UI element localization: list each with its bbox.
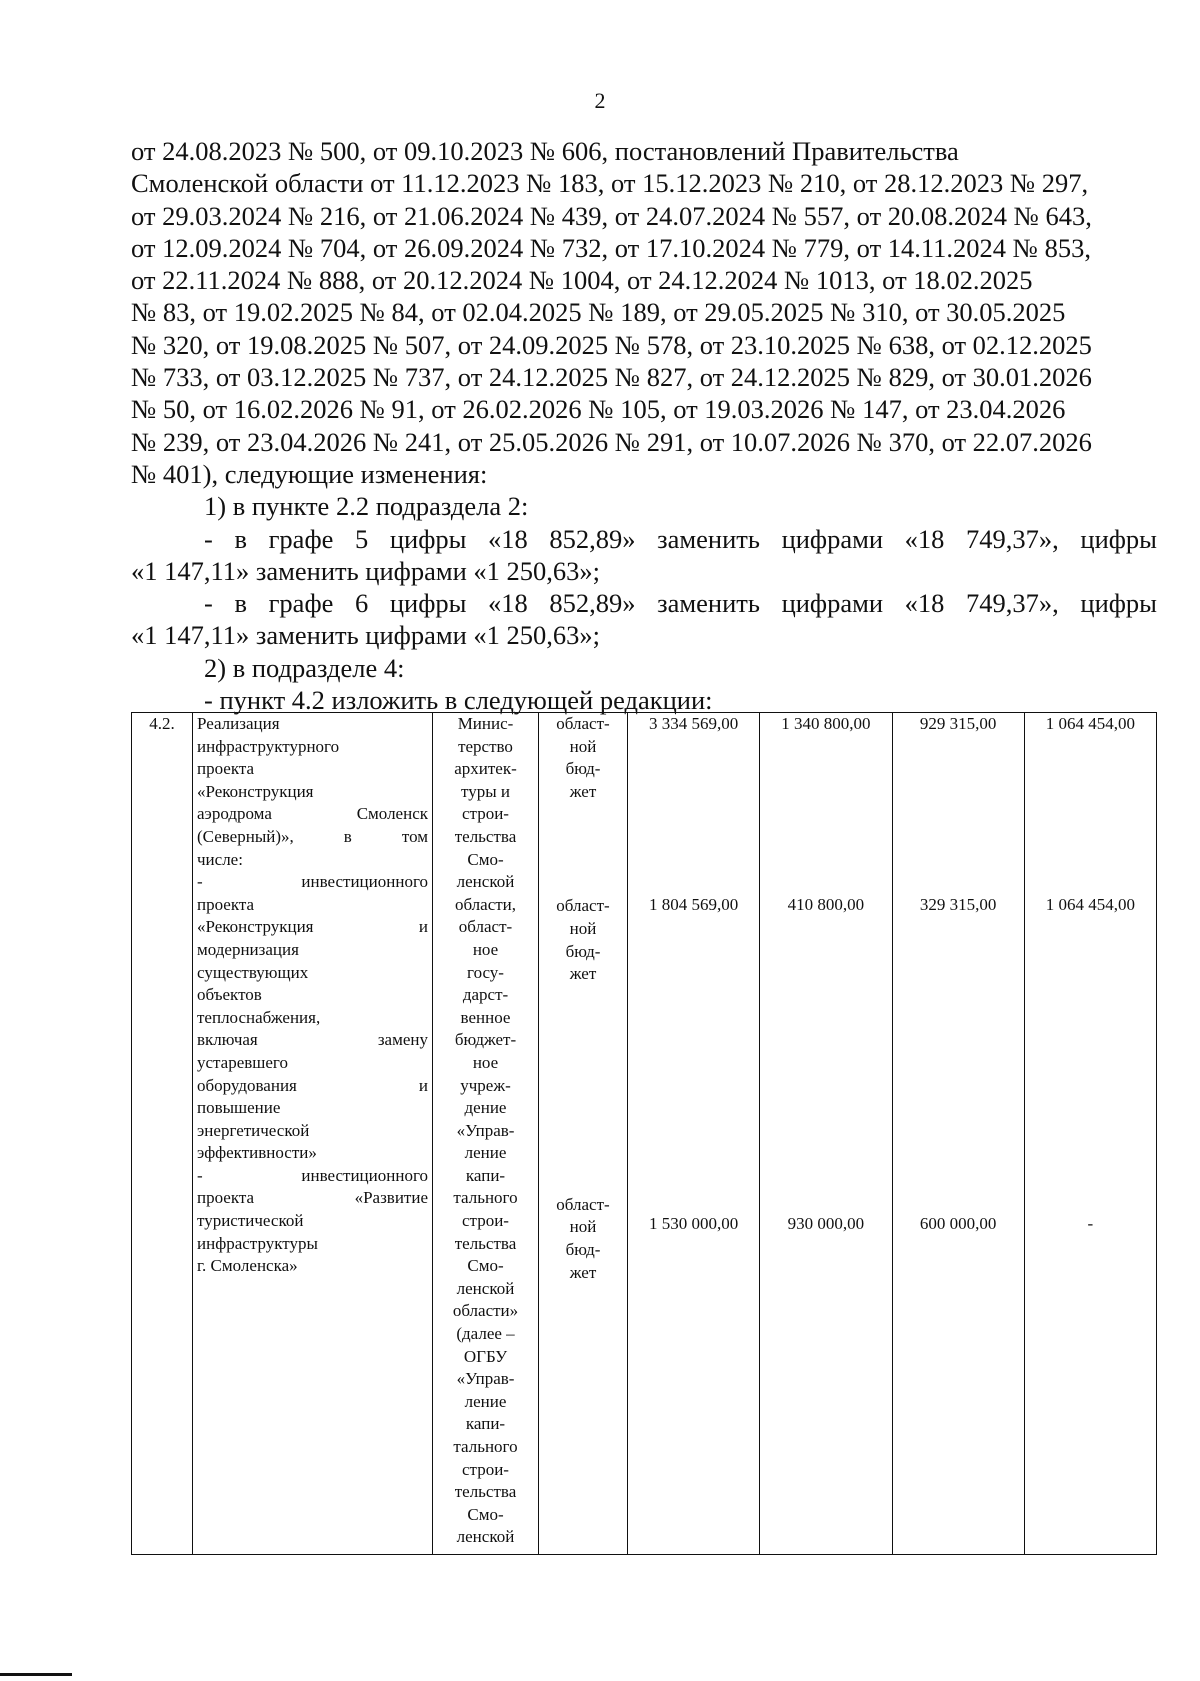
item-number-cell bbox=[132, 713, 193, 1555]
executor-line: (далее – bbox=[456, 1324, 515, 1344]
spacer bbox=[540, 803, 626, 895]
year3-cell bbox=[1024, 713, 1156, 1555]
executor-line: тального bbox=[453, 1188, 518, 1208]
name-line: объектов bbox=[197, 985, 262, 1005]
item2-sub1: - пункт 4.2 изложить в следующей редакции: bbox=[204, 685, 713, 716]
executor-line: ОГБУ bbox=[463, 1346, 508, 1366]
source-line: ной bbox=[569, 1217, 597, 1237]
item1-heading: 1) в пункте 2.2 подраздела 2: bbox=[204, 491, 529, 522]
executor-line: капи- bbox=[465, 1165, 506, 1185]
funding-source-cell bbox=[539, 713, 628, 1555]
name-line: Реализация bbox=[197, 714, 280, 733]
executor-line: ленской bbox=[456, 1278, 515, 1298]
executor-line: дение bbox=[464, 1098, 507, 1118]
page-number: 2 bbox=[594, 88, 606, 113]
executor-line: Смо- bbox=[467, 849, 504, 869]
total-value: 3 334 569,00 bbox=[649, 714, 739, 733]
source-line: ной bbox=[569, 736, 597, 756]
name-line: туристической bbox=[197, 1211, 304, 1231]
name-line: теплоснабжения, bbox=[197, 1007, 321, 1027]
spacer bbox=[897, 736, 1020, 894]
name-line: проекта bbox=[197, 894, 255, 914]
spacer bbox=[1029, 736, 1152, 894]
item2-heading: 2) в подразделе 4: bbox=[204, 652, 405, 683]
total-cell bbox=[628, 713, 760, 1555]
intro-line: № 733, от 03.12.2025 № 737, от 24.12.2025 № 827, от 24.12.2025 № 829, от 30.01.2026 bbox=[131, 362, 1092, 393]
name-line: г. Смоленска» bbox=[197, 1256, 298, 1276]
executor-line: капи- bbox=[465, 1414, 506, 1434]
name-line: (Северный)», в том bbox=[197, 826, 428, 846]
year3-value: 1 064 454,00 bbox=[1045, 714, 1135, 733]
source-line: жет bbox=[569, 964, 597, 984]
executor-line: «Управ- bbox=[456, 1369, 515, 1389]
total-value: 1 804 569,00 bbox=[649, 894, 739, 914]
source-line: ной bbox=[569, 918, 597, 938]
executor-line: туры и bbox=[461, 781, 510, 801]
executor-line: ленской bbox=[456, 872, 515, 892]
name-line: - инвестиционного bbox=[197, 872, 428, 892]
item1-sub1-line2: «1 147,11» заменить цифрами «1 250,63»; bbox=[131, 555, 601, 586]
year3-value: 1 064 454,00 bbox=[1045, 894, 1135, 914]
item1-sub2 bbox=[131, 587, 1157, 652]
executor-line: терство bbox=[458, 736, 513, 756]
executor-line: ное bbox=[472, 1052, 499, 1072]
executor-line: области, bbox=[454, 894, 517, 914]
executor-line: Смо- bbox=[467, 1256, 504, 1276]
program-table bbox=[131, 712, 1157, 1555]
name-line: модернизация bbox=[197, 939, 299, 959]
source-line: област- bbox=[556, 896, 610, 916]
item1-sub1-line1: - в графе 5 цифры «18 852,89» заменить цифрами «18 749,37», цифры bbox=[204, 523, 1157, 554]
item-number: 4.2. bbox=[149, 714, 175, 733]
executor-line: строи- bbox=[462, 1459, 509, 1479]
table bbox=[131, 712, 1157, 1555]
intro-line: № 239, от 23.04.2026 № 241, от 25.05.2026 № 291, от 10.07.2026 № 370, от 22.07.2026 bbox=[131, 426, 1092, 457]
executor-line: строи- bbox=[462, 804, 509, 824]
year3-value: - bbox=[1087, 1214, 1094, 1234]
name-line: существующих bbox=[197, 962, 309, 982]
executor-line: дарст- bbox=[462, 985, 509, 1005]
name-line: проекта bbox=[197, 759, 255, 779]
executor-line: тального bbox=[453, 1437, 518, 1456]
name-line: инфраструктуры bbox=[197, 1233, 318, 1253]
executor-line: тельства bbox=[454, 1482, 517, 1502]
intro-line: № 83, от 19.02.2025 № 84, от 02.04.2025 № 189, от 29.05.2025 № 310, от 30.05.2025 bbox=[131, 297, 1066, 328]
name-line: устаревшего bbox=[197, 1052, 288, 1072]
executor-line: архитек- bbox=[454, 759, 517, 779]
name-line: - инвестиционного bbox=[197, 1165, 428, 1185]
item1-sub2-line1: - в графе 6 цифры «18 852,89» заменить цифрами «18 749,37», цифры bbox=[204, 588, 1157, 619]
executor-cell bbox=[433, 713, 539, 1555]
spacer bbox=[540, 986, 626, 1194]
name-line: числе: bbox=[197, 849, 243, 869]
executor-line: тельства bbox=[454, 1233, 517, 1253]
name-line: включая замену bbox=[197, 1030, 428, 1050]
source-line: жет bbox=[569, 1262, 597, 1282]
spacer bbox=[764, 916, 887, 1213]
intro-line: от 12.09.2024 № 704, от 26.09.2024 № 732, от 17.10.2024 № 779, от 14.11.2024 № 853, bbox=[131, 232, 1091, 263]
item1-sub2-line2: «1 147,11» заменить цифрами «1 250,63»; bbox=[131, 620, 601, 651]
spacer bbox=[1029, 916, 1152, 1213]
intro-line: № 320, от 19.08.2025 № 507, от 24.09.2025 № 578, от 23.10.2025 № 638, от 02.12.2025 bbox=[131, 329, 1092, 360]
executor-line: Смо- bbox=[467, 1504, 504, 1524]
intro-line: № 50, от 16.02.2026 № 91, от 26.02.2026 № 105, от 19.03.2026 № 147, от 23.04.2026 bbox=[131, 394, 1066, 425]
executor-line: ление bbox=[464, 1143, 507, 1163]
executor-line: ное bbox=[472, 939, 499, 959]
source-line: област- bbox=[556, 714, 610, 733]
source-line: бюд- bbox=[565, 941, 601, 961]
executor-line: бюджет- bbox=[454, 1030, 517, 1050]
executor-line: тельства bbox=[454, 826, 517, 846]
name-line: энергетической bbox=[197, 1120, 310, 1140]
executor-line: учреж- bbox=[460, 1075, 511, 1095]
year2-value: 600 000,00 bbox=[919, 1214, 997, 1234]
source-line: бюд- bbox=[565, 1239, 601, 1259]
name-line: проекта «Развитие bbox=[197, 1188, 428, 1208]
intro-line: от 29.03.2024 № 216, от 21.06.2024 № 439, от 24.07.2024 № 557, от 20.08.2024 № 643, bbox=[131, 200, 1092, 231]
executor-line: ленской bbox=[456, 1527, 515, 1547]
executor-line: област- bbox=[458, 917, 513, 937]
intro-paragraph bbox=[131, 135, 1157, 490]
executor-line: строи- bbox=[462, 1211, 509, 1231]
source-line: област- bbox=[556, 1194, 610, 1214]
spacer bbox=[764, 736, 887, 894]
page-edge-mark bbox=[0, 1673, 72, 1676]
document-body bbox=[131, 135, 1157, 716]
spacer bbox=[897, 916, 1020, 1213]
item1-sub1 bbox=[131, 523, 1157, 588]
spacer bbox=[632, 736, 755, 894]
year2-cell bbox=[892, 713, 1024, 1555]
total-value: 1 530 000,00 bbox=[649, 1214, 739, 1234]
executor-line: венное bbox=[460, 1007, 511, 1027]
intro-line: № 401), следующие изменения: bbox=[131, 458, 488, 489]
name-line: повышение bbox=[197, 1098, 281, 1118]
executor-line: ление bbox=[464, 1391, 507, 1411]
executor-line: Минис- bbox=[457, 714, 514, 733]
table-row bbox=[132, 713, 1157, 1555]
spacer bbox=[632, 916, 755, 1213]
executor-line: области» bbox=[452, 1301, 519, 1321]
intro-line: от 22.11.2024 № 888, от 20.12.2024 № 1004, от 24.12.2024 № 1013, от 18.02.2025 bbox=[131, 265, 1033, 296]
name-line: оборудования и bbox=[197, 1075, 428, 1095]
year1-value: 410 800,00 bbox=[787, 894, 865, 914]
activity-name-cell bbox=[193, 713, 433, 1555]
year2-value: 929 315,00 bbox=[919, 714, 997, 733]
year1-cell bbox=[760, 713, 892, 1555]
intro-line: Смоленской области от 11.12.2023 № 183, от 15.12.2023 № 210, от 28.12.2023 № 297, bbox=[131, 168, 1089, 199]
name-line: инфраструктурного bbox=[197, 736, 340, 756]
year1-value: 1 340 800,00 bbox=[781, 714, 871, 733]
executor-line: госу- bbox=[467, 962, 504, 982]
name-line: эффективности» bbox=[197, 1143, 317, 1163]
source-line: бюд- bbox=[565, 759, 601, 779]
name-line: «Реконструкция bbox=[197, 781, 314, 801]
name-line: «Реконструкция и bbox=[197, 917, 428, 937]
year1-value: 930 000,00 bbox=[787, 1214, 865, 1234]
name-line: аэродрома Смоленск bbox=[197, 804, 428, 824]
source-line: жет bbox=[569, 781, 597, 801]
intro-line: от 24.08.2023 № 500, от 09.10.2023 № 606, постановлений Правительства bbox=[131, 136, 959, 166]
executor-line: «Управ- bbox=[456, 1120, 515, 1140]
year2-value: 329 315,00 bbox=[919, 894, 997, 914]
